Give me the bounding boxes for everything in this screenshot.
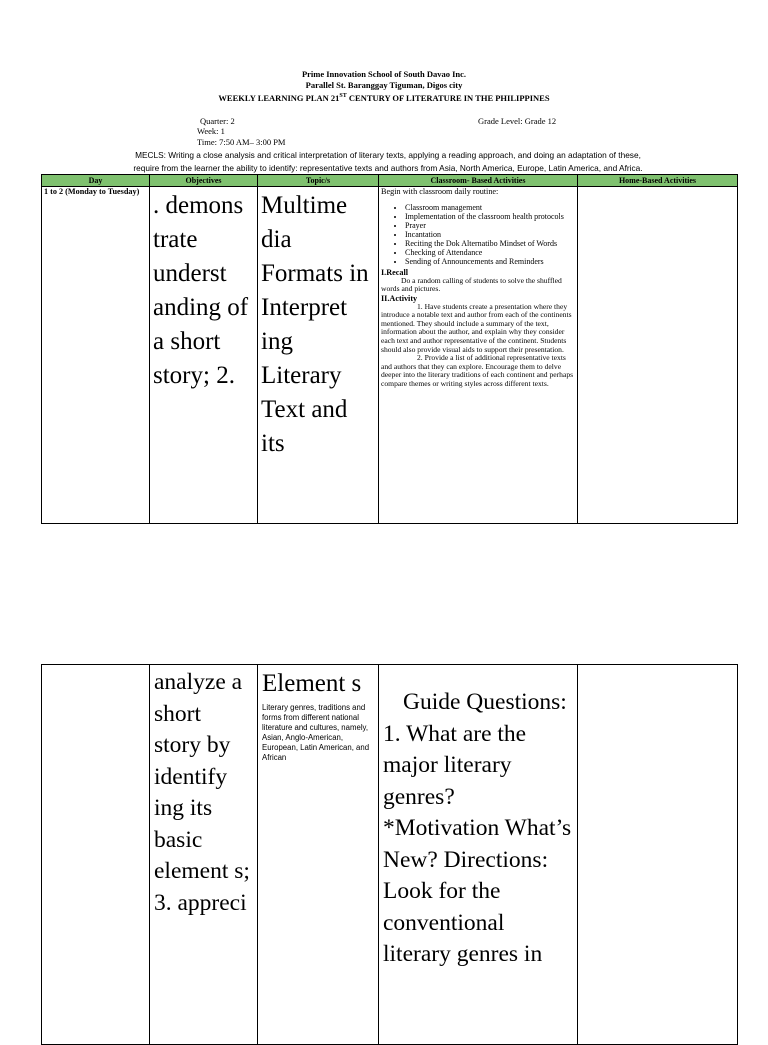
list-item: • Reciting the Dok Alternatibo Mindset of Words <box>405 239 575 248</box>
weekly-plan-table <box>41 174 738 524</box>
topic-note: Literary genres, traditions and forms from different national literature and cultures, namely, Asian, Anglo-American, European, Latin American, and African <box>262 703 370 762</box>
topic-cell-continued <box>258 665 379 1045</box>
classroom-activities-cell-continued: Guide Questions: 1. What are the major literary genres? *Motivation What’s New? Directions: Look for the conventional literary genres in <box>379 665 578 1045</box>
objectives-cell-continued: analyze a short story by identify ing its basic element s; 3. appreci <box>150 665 258 1045</box>
plan-title-sup: ST <box>339 93 347 99</box>
list-item: • Prayer <box>405 221 575 230</box>
home-activities-cell <box>578 187 738 524</box>
list-item: • Incantation <box>405 230 575 239</box>
list-item: • Implementation of the classroom health protocols <box>405 212 575 221</box>
header-day: Day <box>42 175 150 187</box>
school-address: Parallel St. Baranggay Tiguman, Digos city <box>305 80 463 90</box>
topic-cell: Multime dia Formats in Interpret ing Literary Text and its <box>258 187 379 524</box>
list-item: • Checking of Attendance <box>405 248 575 257</box>
day-cell: 1 to 2 (Monday to Tuesday) <box>42 187 150 524</box>
plan-title-pre: WEEKLY LEARNING PLAN 21 <box>218 92 340 103</box>
activity-item-1: 1. Have students create a presentation where they introduce a notable text and author from each of the continents mentioned. They should include a summary of the text, information about the author, and explain why they consider each text and author representative of the continent. Students should also provide visual aids to support their presentation. <box>381 301 572 354</box>
activity-item-2: 2. Provide a list of additional representative texts and authors that they can explore. Encourage them to delve deeper into the literary traditions of each continent and perhaps compare themes or writing styles across different texts. <box>381 353 574 389</box>
recall-title: I.Recall <box>381 267 409 277</box>
table-row <box>42 665 738 1045</box>
header-topics: Topic/s <box>258 175 379 187</box>
mecls-line-1: MECLS: Writing a close analysis and critical interpretation of literary texts, applying a reading approach, and doing an adaptation of these, <box>135 150 641 160</box>
school-name: Prime Innovation School of South Davao Inc. <box>301 69 467 79</box>
plan-title <box>0 91 768 104</box>
recall-text: Do a random calling of students to solve the shuffled words and pictures. <box>381 275 562 294</box>
header-objectives: Objectives <box>150 175 258 187</box>
mecls-line-2: require from the learner the ability to identify: representative texts and authors from Asia, North America, Europe, Latin America, and Africa. <box>133 163 643 173</box>
routine-list <box>381 203 575 266</box>
header-home-activities: Home-Based Activities <box>578 175 738 187</box>
week-label: Week: 1 <box>197 126 225 136</box>
table-header-row <box>42 175 738 187</box>
topic-elements: Element s <box>262 670 362 697</box>
plan-title-post: CENTURY OF LITERATURE IN THE PHILIPPINES <box>346 92 550 103</box>
classroom-activities-cell <box>379 187 578 524</box>
activity-title: II.Activity <box>381 293 418 303</box>
day-cell-continued <box>42 665 150 1045</box>
grade-level-label: Grade Level: Grade 12 <box>478 116 557 126</box>
quarter-label: Quarter: 2 <box>200 116 235 126</box>
header-classroom-activities: Classroom- Based Activities <box>379 175 578 187</box>
table-row <box>42 187 738 524</box>
list-item: • Sending of Announcements and Reminders <box>405 257 575 266</box>
routine-intro: Begin with classroom daily routine: <box>381 187 499 196</box>
weekly-plan-table-continued <box>41 664 738 1045</box>
home-activities-cell-continued <box>578 665 738 1045</box>
time-label: Time: 7:50 AM– 3:00 PM <box>197 137 286 147</box>
list-item: • Classroom management <box>405 203 575 212</box>
objectives-cell: . demons trate underst anding of a short story; 2. <box>150 187 258 524</box>
